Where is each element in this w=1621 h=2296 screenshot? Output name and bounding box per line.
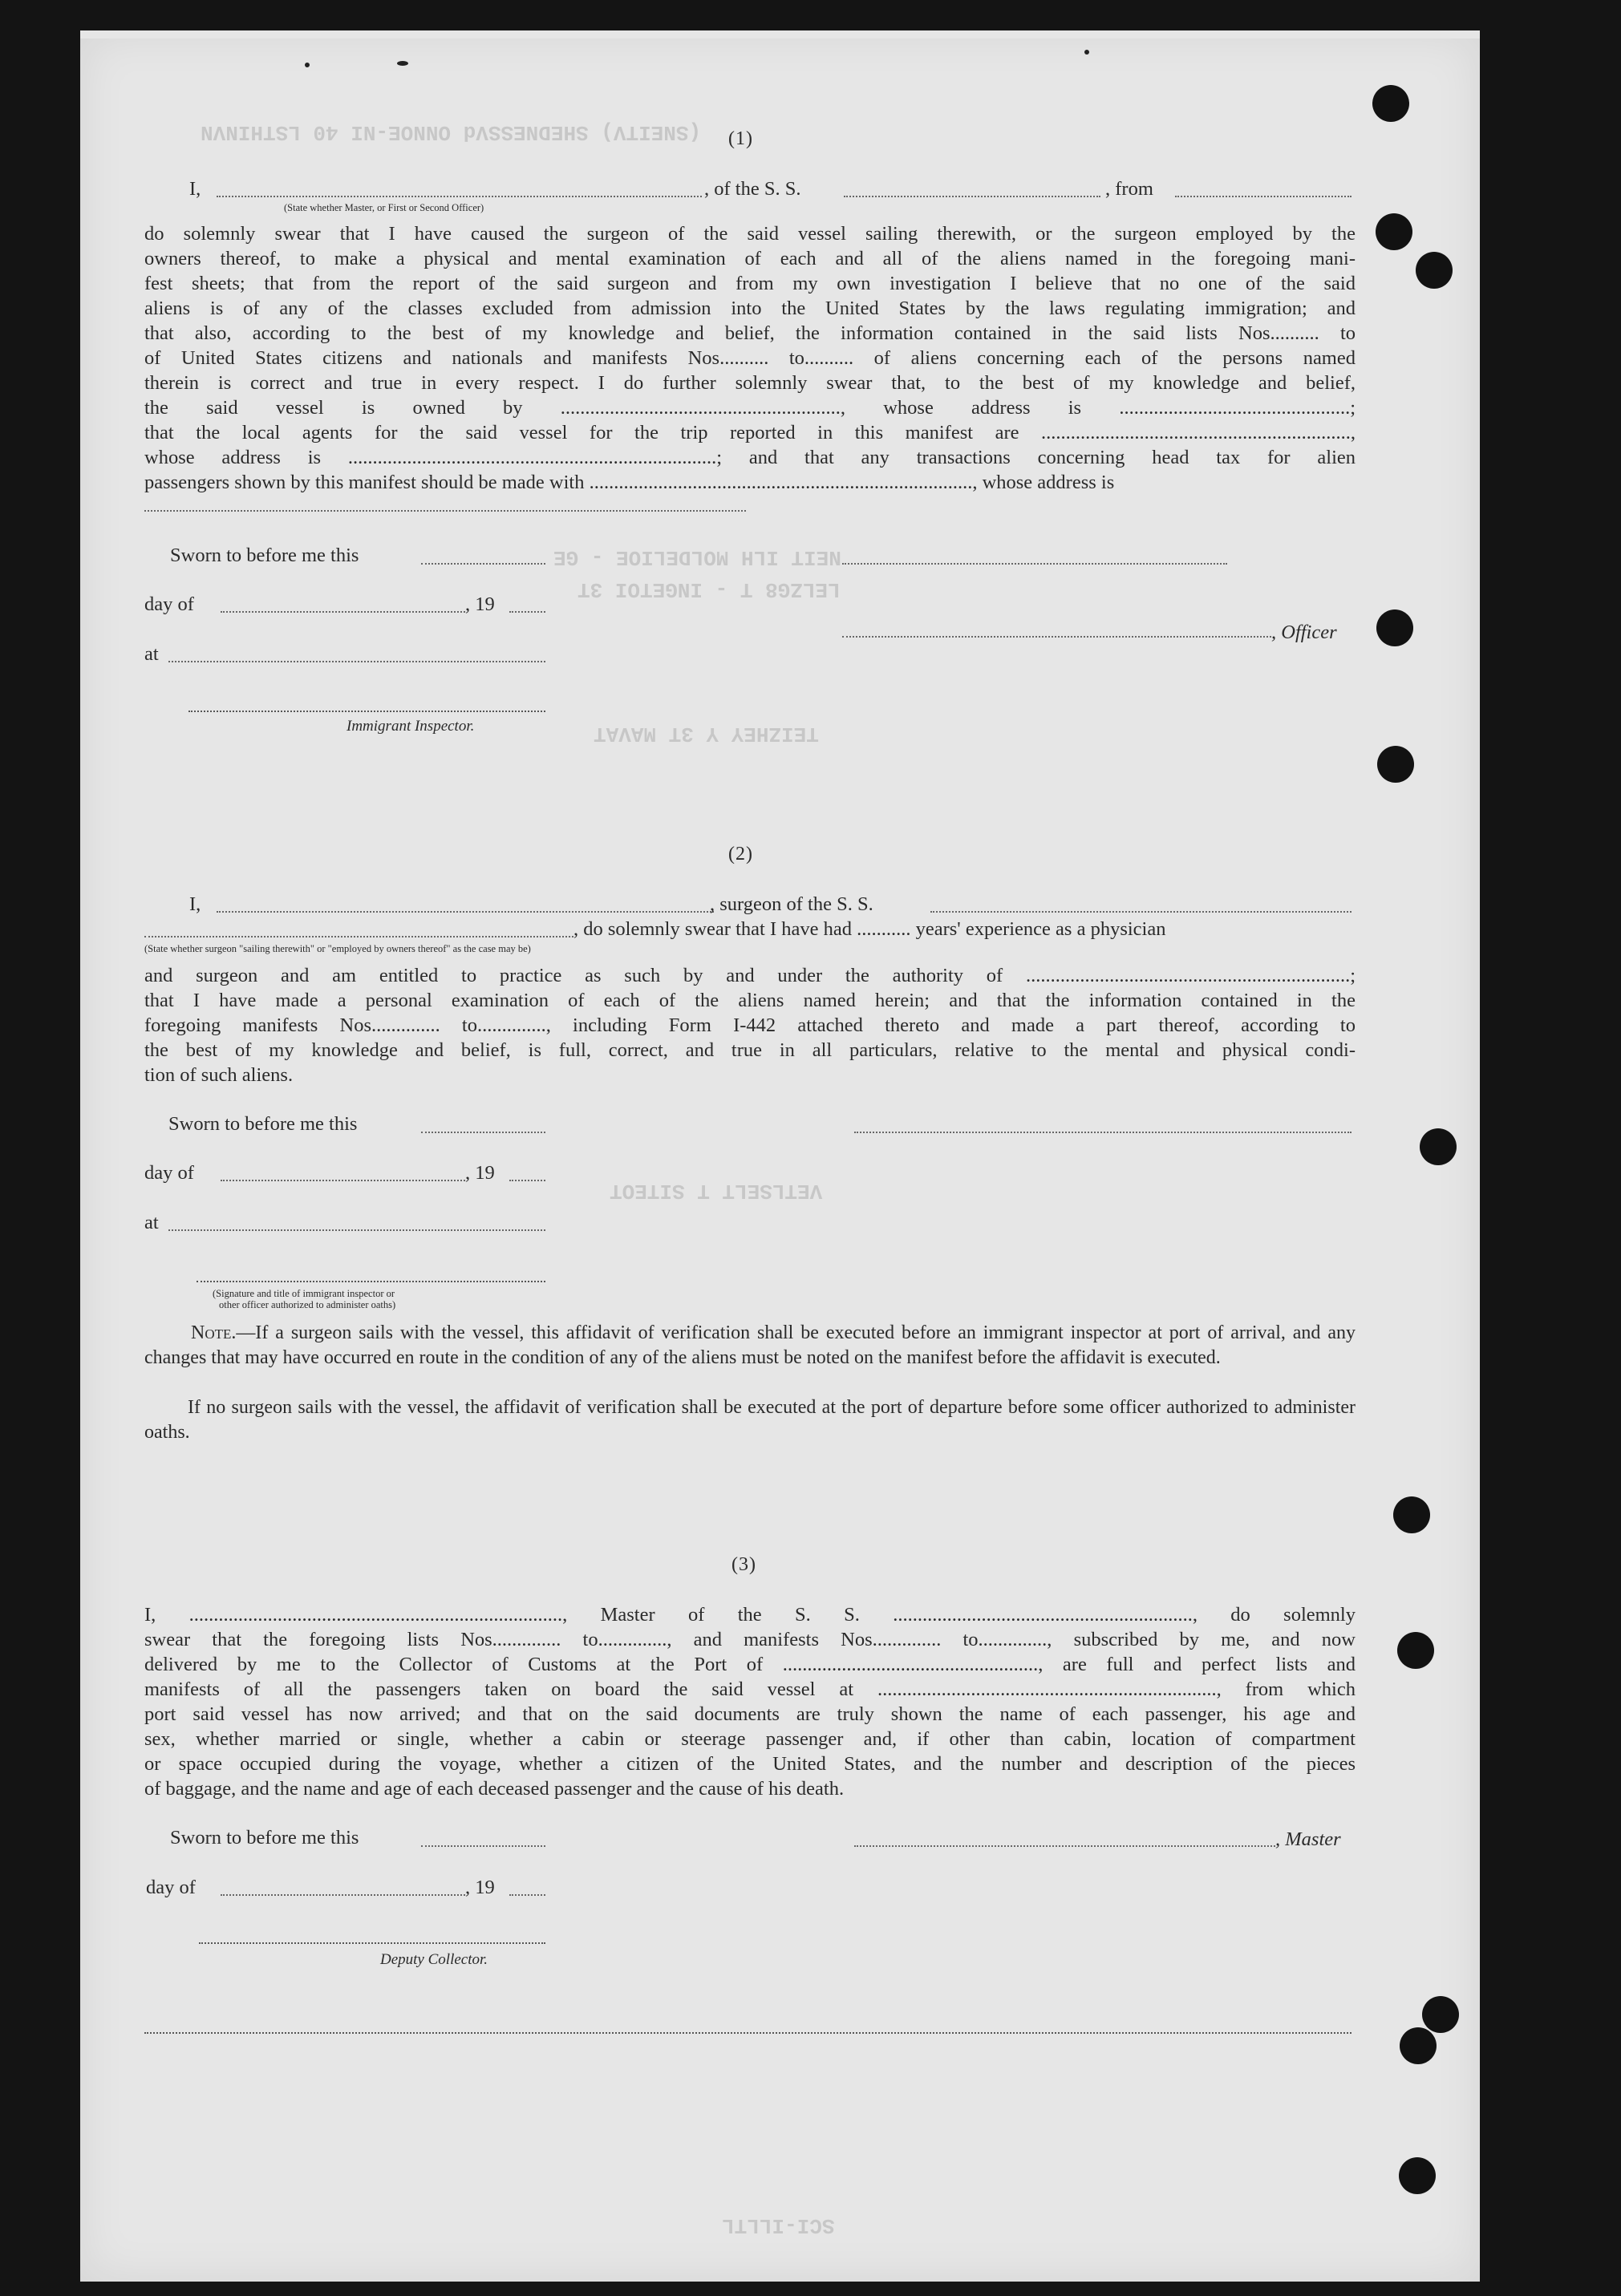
punch-hole [1372, 85, 1409, 122]
blank-line [421, 1132, 545, 1133]
bleed-through-text: SCI-ILLTL [722, 2213, 835, 2237]
section-1-i: I, [189, 178, 201, 200]
punch-hole [1376, 213, 1412, 250]
speck [397, 61, 408, 66]
blank-line [421, 563, 545, 565]
body-line: the best of my knowledge and belief, is full, correct, and true in all particulars, relative to the mental and physical condi- [144, 1039, 1356, 1061]
deputy-collector-label: Deputy Collector. [380, 1951, 488, 1968]
sworn-label: Sworn to before me this [170, 1827, 359, 1849]
body-line: whose address is ...........................................................................; and that any transactions concerning head tax for alien [144, 447, 1356, 468]
sworn-label: Sworn to before me this [170, 545, 359, 566]
blank-line [844, 196, 1100, 197]
blank-line [1175, 196, 1352, 197]
blank-line [144, 936, 573, 937]
master-label: , Master [1275, 1828, 1341, 1850]
officer-label: , Officer [1271, 622, 1337, 643]
signature-line [197, 1281, 545, 1282]
day-of-label: day of [146, 1877, 196, 1898]
section-2-surgeon: , surgeon of the S. S. [710, 893, 873, 915]
blank-line [168, 1229, 545, 1231]
punch-hole [1393, 1496, 1430, 1533]
blank-line [217, 196, 702, 197]
bottom-rule [144, 2032, 1352, 2034]
body-line: or space occupied during the voyage, whether a citizen of the United States, and the number and description of the pieces [144, 1753, 1356, 1775]
punch-hole [1399, 2157, 1436, 2194]
year-label: , 19 [465, 593, 495, 615]
punch-hole [1377, 746, 1414, 783]
year-label: , 19 [465, 1877, 495, 1898]
body-line: foregoing manifests Nos.............. to.............., including Form I-442 attached thereto and made a part thereof, according to [144, 1014, 1356, 1036]
blank-line [842, 563, 1227, 565]
section-2-i: I, [189, 893, 201, 915]
body-line: manifests of all the passengers taken on board the said vessel at ....................................................................., from which [144, 1678, 1356, 1700]
body-line: do solemnly swear that I have caused the surgeon of the said vessel sailing therewith, or the surgeon employed by the [144, 223, 1356, 245]
sworn-label: Sworn to before me this [168, 1113, 358, 1135]
section-1-from: , from [1105, 178, 1153, 200]
master-note: (State whether Master, or First or Second Officer) [284, 202, 484, 213]
section-1-of-ss: , of the S. S. [704, 178, 801, 200]
punch-hole [1420, 1128, 1457, 1165]
page-top-edge [80, 30, 1480, 38]
signature-line [199, 1942, 545, 1944]
blank-line [842, 636, 1271, 638]
blank-line [221, 1894, 465, 1896]
body-line: sex, whether married or single, whether a cabin or steerage passenger and, if other than cabin, location of compartment [144, 1728, 1356, 1750]
surgeon-note-paragraph [144, 1321, 1356, 1371]
body-line: swear that the foregoing lists Nos.............. to.............., and manifests Nos.............. to.............., subscribed by me, and now [144, 1629, 1356, 1650]
body-line: of United States citizens and nationals and manifests Nos.......... to.......... of aliens concerning each of the persons named [144, 347, 1356, 369]
body-line: that the local agents for the said vessel for the trip reported in this manifest are ..............................................................., [144, 422, 1356, 443]
body-line: owners thereof, to make a physical and mental examination of each and all of the aliens named in the foregoing mani- [144, 248, 1356, 269]
blank-line [854, 1845, 1275, 1847]
punch-hole [1422, 1996, 1459, 2033]
body-line: I, ............................................................................, Master of the S. S. ............................................................., do solemnly [144, 1604, 1356, 1626]
body-line: aliens is of any of the classes excluded from admission into the United States by the laws regulating immigration; and [144, 298, 1356, 319]
blank-line [144, 510, 746, 512]
year-label: , 19 [465, 1162, 495, 1184]
note-label: Note. [191, 1322, 237, 1343]
body-line: therein is correct and true in every respect. I do further solemnly swear that, to the best of my knowledge and belief, [144, 372, 1356, 394]
surgeon-note: (State whether surgeon "sailing therewith" or "employed by owners thereof" as the case may be) [144, 943, 531, 954]
at-label: at [144, 643, 159, 665]
no-surgeon-note: If no surgeon sails with the vessel, the affidavit of verification shall be executed at the port of departure before some officer authorized to administer oaths. [144, 1397, 1356, 1443]
blank-line [221, 611, 465, 613]
signature-line [188, 711, 545, 712]
blank-line [509, 1180, 545, 1181]
body-line: port said vessel has now arrived; and that on the said documents are truly shown the name of each passenger, his age and [144, 1703, 1356, 1725]
body-line: and surgeon and am entitled to practice as such by and under the authority of ..................................................................; [144, 965, 1356, 986]
blank-line [509, 611, 545, 613]
speck [1084, 50, 1089, 55]
day-of-label: day of [144, 593, 194, 615]
blank-line [421, 1845, 545, 1847]
section-3-number: (3) [731, 1554, 756, 1575]
blank-line [930, 911, 1352, 913]
section-2-swear: , do solemnly swear that I have had ........... years' experience as a physician [573, 918, 1166, 940]
at-label: at [144, 1212, 159, 1233]
bleed-through-text: LELZG8 T - INGETOI 3T [577, 577, 841, 601]
body-line: that also, according to the best of my knowledge and belief, the information contained in the said lists Nos.......... to [144, 322, 1356, 344]
signature-note-2: other officer authorized to administer oaths) [219, 1299, 396, 1310]
bleed-through-text: (SNEITV) SHEDNESSVd ONNOE-NI 40 LSTHINVN [201, 120, 702, 144]
body-line: fest sheets; that from the report of the said surgeon and from my own investigation I believe that no one of the said [144, 273, 1356, 294]
immigrant-inspector-label: Immigrant Inspector. [346, 718, 475, 735]
blank-line [854, 1132, 1352, 1133]
blank-line [168, 661, 545, 662]
bleed-through-text: NEIT ILH MOLDELIOE - GE [553, 545, 841, 569]
note-text: —If a surgeon sails with the vessel, this affidavit of verification shall be executed before an immigrant inspector at port of arrival, and any changes that may have occurred en route in the condition of any of the aliens must be noted on the manifest before the affidavit is executed. [144, 1322, 1356, 1368]
speck [305, 63, 310, 67]
blank-line [217, 911, 714, 913]
body-line: that I have made a personal examination of each of the aliens named herein; and that the information contained in the [144, 990, 1356, 1011]
signature-note-1: (Signature and title of immigrant inspector or [213, 1288, 395, 1299]
section-2-number: (2) [728, 844, 753, 865]
punch-hole [1376, 609, 1413, 646]
body-line: of baggage, and the name and age of each deceased passenger and the cause of his death. [144, 1778, 845, 1800]
body-line: the said vessel is owned by ........................................................., whose address is ...............................................; [144, 397, 1356, 419]
body-line: passengers shown by this manifest should be made with .............................................................................., whose address is [144, 472, 1115, 493]
bleed-through-text: TEIZHEY Y 3T MAVAT [594, 722, 819, 746]
punch-hole [1416, 252, 1453, 289]
punch-hole [1397, 1632, 1434, 1669]
section-1-number: (1) [728, 128, 753, 149]
day-of-label: day of [144, 1162, 194, 1184]
blank-line [221, 1180, 465, 1181]
body-line: tion of such aliens. [144, 1064, 294, 1086]
punch-hole [1400, 2027, 1437, 2064]
blank-line [509, 1894, 545, 1896]
body-line: delivered by me to the Collector of Customs at the Port of ...................................................., are full and perfect lists and [144, 1654, 1356, 1675]
bleed-through-text: VETLSELT T SITEOT [610, 1179, 823, 1203]
